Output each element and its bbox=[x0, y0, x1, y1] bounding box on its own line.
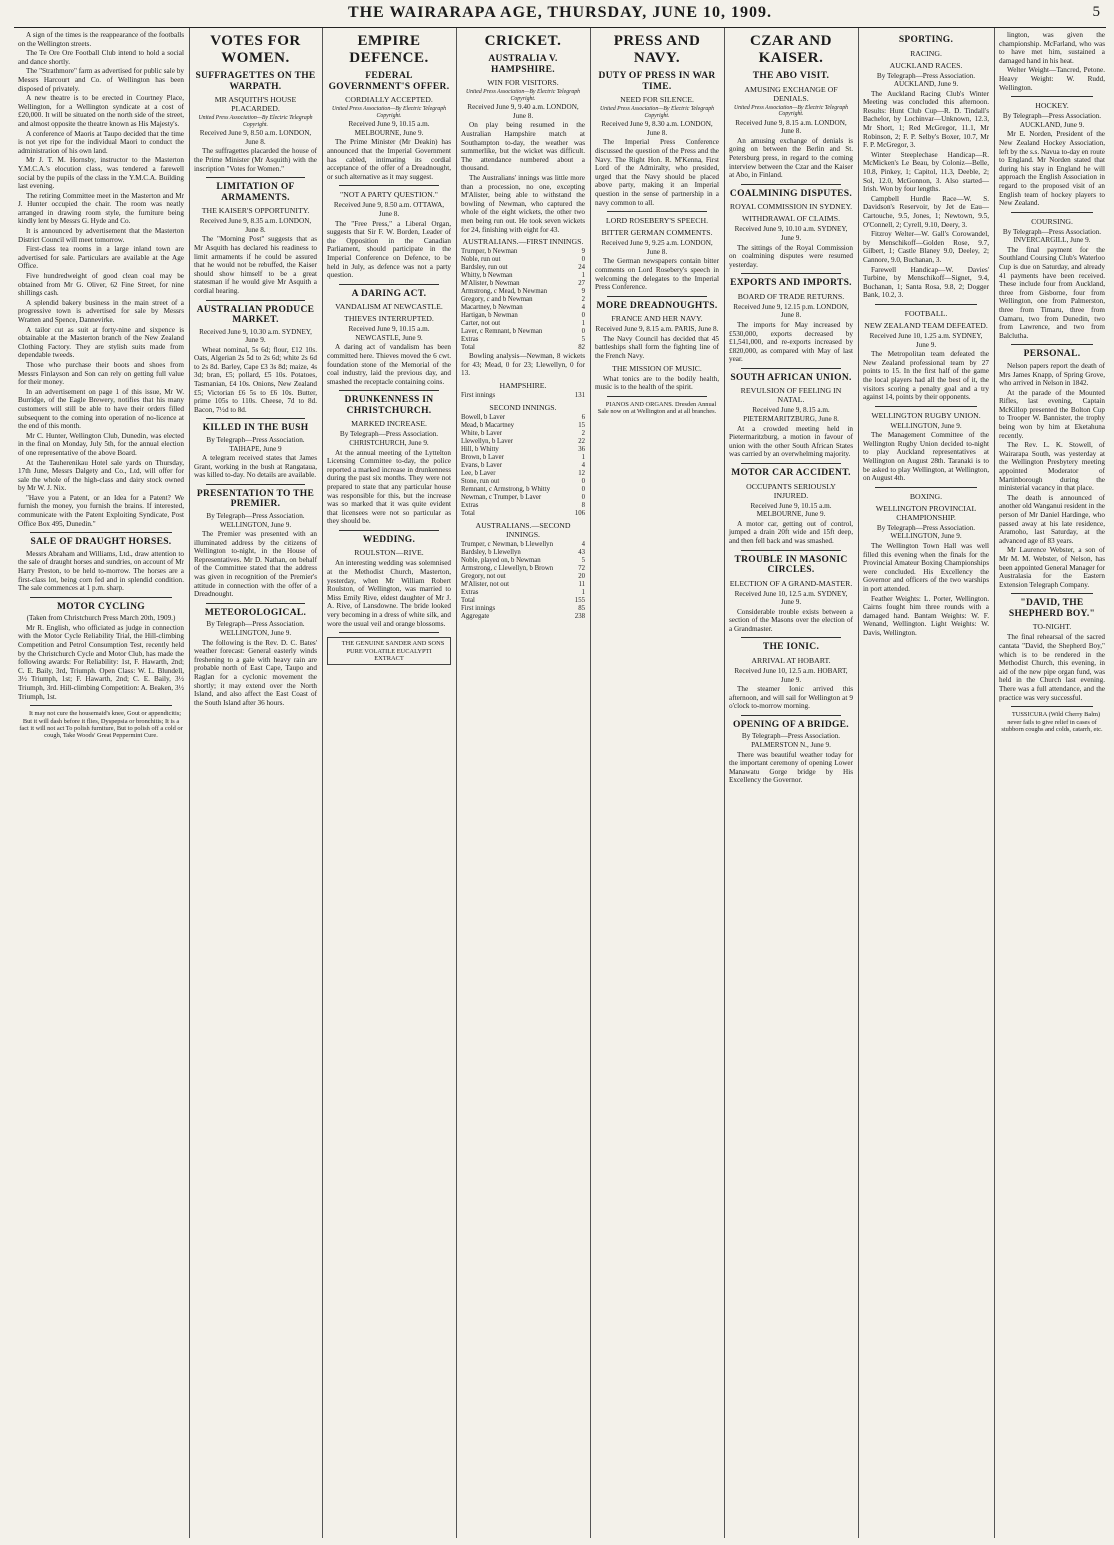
subheading-abo-visit: THE ABO VISIT. bbox=[752, 71, 830, 81]
draught-text: Messrs Abraham and Williams, Ltd., draw attention to the sale of draught horses and sundries, on account of Mr Harry Preston, to be held to-morrow. The horses are a first-class lot, being corn fed and in splendid condition. The sale commences at 1 p.m. sharp. bbox=[18, 549, 184, 593]
dateline: Received June 9, 10.15 a.m. NEWCASTLE, June 9. bbox=[348, 325, 430, 342]
divider bbox=[206, 418, 305, 419]
page-number: 5 bbox=[1092, 4, 1100, 20]
score-row: White, b Laver 2 bbox=[461, 429, 585, 437]
subheading-suffragettes: SUFFRAGETTES ON THE WARPATH. bbox=[195, 71, 316, 92]
article-text: The Auckland Racing Club's Winter Meeting was concluded this afternoon. Results: Hunt Club Cup—R. D. Tindall's Bachelor, by Lochinvar—Unknown, 12.3, Mr Short, 1; Red McGregor, 11.1, Mr Robinson, 2; F. P. Selby's Boxer, 10.7, Mr F. P. McGregor, 3. bbox=[863, 89, 989, 150]
dateline: Received June 9, 8.15 a.m. PIETERMARITZBURG, June 8. bbox=[743, 406, 839, 424]
peppermint-ad: It may not cure the housemaid's knee, Gout or appendicitis; But it will dash before it flies, Dyspepsia or bronchitis; It is a fact it will not act To polish furniture, But to polish off a cold or cough, Take Woods' Great Peppermint Cure. bbox=[19, 710, 183, 740]
dateline: By Telegraph—Press Association. WELLINGTON, June 9. bbox=[876, 523, 976, 541]
score-row: Carter, not out 1 bbox=[461, 320, 585, 328]
dateline: Received June 9, 8.15 a.m. LONDON, June 8. bbox=[735, 118, 847, 136]
news-item: A conference of Maoris at Taupo decided that the time is not yet ripe for the individual Maori to conduct the administration of his own land. bbox=[18, 129, 184, 155]
wire-credit: United Press Association—By Electric Telegraph Copyright. bbox=[331, 106, 447, 119]
article-text: Mr E. Norden, President of the New Zealand Hockey Association, left by the s.s. Navua to-day en route to England. Mr Norden stated that during his stay in England he will approach the English Association in regard to the proposed visit of an English team of hockey players to New Zealand. bbox=[999, 130, 1105, 208]
divider bbox=[875, 406, 977, 407]
article-text: The final rehearsal of the sacred cantata "David, the Shepherd Boy," which is to be rendered in the Methodist Church, this evening, in aid of the new pipe organ fund, was held in the Church last evening. There was a full attendance, and the practice was very successful. bbox=[999, 633, 1105, 702]
subheading-daring-act: A DARING ACT. bbox=[351, 288, 427, 299]
divider bbox=[30, 597, 172, 598]
scorecard-hampshire bbox=[461, 414, 585, 518]
subheading-meteorological: METEOROLOGICAL. bbox=[204, 607, 307, 618]
subheading-win-visitors: WIN FOR VISITORS. bbox=[487, 78, 559, 87]
article-text: The Navy Council has decided that 45 battleships shall form the fighting line of the French Navy. bbox=[595, 334, 719, 360]
score-row: Gregory, not out 20 bbox=[461, 572, 585, 580]
article-text: Bowling analysis—Newman, 8 wickets for 43; Mead, 0 for 23; Llewellyn, 0 for 13. bbox=[461, 352, 585, 378]
column-sporting bbox=[859, 28, 995, 1538]
motor-text: Mr R. English, who officiated as judge in connection with the Motor Cycle Reliability Trial, the Hill-climbing Competition and Petrol Consumption Test, recently held by the Christchurch Cycle and Motor Club, has made the following awards: For Reliability: 1st, F. Hawarth, 2nd; C. E. Baily, 3rd, Triumph. Open Class: W. L. Blundell, 3½ Triumph, 1st; F. Hawarth, 2nd; C. E. Baily, 3½ Triumph, 3rd. Hill-climbing Competition: A. Beaken, 3½ Triumph, 1st. bbox=[18, 623, 184, 701]
score-row: Trumper, c Newman, b Llewellyn 4 bbox=[461, 540, 585, 548]
column-cricket bbox=[457, 28, 591, 1538]
article-text: lington, was given the championship. McFarland, who was to have met him, sustained a damaged hand in his heat. bbox=[999, 31, 1105, 65]
article-text: The imports for May increased by £530,000, exports decreased by £1,541,000, and re-exports increased by £820,000, as compared with May of last year. bbox=[729, 321, 853, 364]
article-text: At the parade of the Mounted Rifles, last evening, Captain McKillop presented the Bolton Cup to Trooper W. Bannister, the trophy being won by him at Eketahuna recently. bbox=[999, 388, 1105, 440]
dateline: Received June 9, 8.15 a.m. PARIS, June 8. bbox=[595, 325, 719, 334]
news-item: At the Tauherenikau Hotel sale yards on Thursday, 17th June, Messrs Dalgety and Co., Ltd, will offer for sale the whole of the high-class and dairy stock owned by Mr W. J. Nix. bbox=[18, 458, 184, 493]
subheading-racing: RACING. bbox=[910, 48, 942, 58]
heading-cricket: CRICKET. bbox=[484, 33, 562, 49]
news-item: In an advertisement on page 1 of this issue, Mr W. Burridge, of the Eagle Brewery, notifies that his many customers will still be able to have their orders filled subsequent to the coming into operation of no-licence at the end of this month. bbox=[18, 387, 184, 431]
subheading-natal: REVULSION OF FEELING IN NATAL. bbox=[740, 386, 842, 405]
heading-votes-for-women: VOTES FOR WOMEN. bbox=[210, 33, 301, 66]
article-text: Mr Laurence Webster, a son of Mr M. M. Webster, of Nelson, has been appointed General Manager for Australasia for the Eastern Extension Telegraph Company. bbox=[999, 546, 1105, 589]
divider bbox=[339, 390, 439, 391]
subheading-armaments: LIMITATION OF ARMAMENTS. bbox=[216, 182, 295, 203]
subheading-presentation: PRESENTATION TO THE PREMIER. bbox=[196, 488, 315, 510]
dateline: Received June 9, 8.50 a.m. OTTAWA, June 8. bbox=[333, 201, 445, 218]
score-row: Newman, c Trumper, b Laver 0 bbox=[461, 493, 585, 501]
article-text: The Rev. L. K. Stowell, of Wairarapa South, was yesterday at the Wellington Presbytery meeting appointed Moderator of Martinborough during the ministerial vacancy in that place. bbox=[999, 441, 1105, 493]
article-text: The Management Committee of the Wellington Rugby Union decided to-night to play Auckland representatives at Wellington on August 28th. Taranaki is to be asked to play Wellington, at Wellington, on August 4th. bbox=[863, 431, 989, 483]
divider bbox=[339, 185, 439, 186]
dateline: By Telegraph—Press Association. TAIHAPE, June 9 bbox=[206, 435, 305, 453]
score-row: Bardsley, b Llewellyn 43 bbox=[461, 548, 585, 556]
dateline: Received June 10, 1.25 a.m. SYDNEY, June 9. bbox=[869, 331, 983, 349]
subheading-kaiser: THE KAISER'S OPPORTUNITY. bbox=[201, 206, 310, 216]
article-text: A daring act of vandalism has been committed here. Thieves moved the 6 cwt. foundation stone of the Memorial of the coal industry, laid the previous day, and smashed the receptacle containing coins. bbox=[327, 343, 451, 386]
article-text: The sittings of the Royal Commission on coalmining disputes were resumed yesterday. bbox=[729, 243, 853, 269]
article-text: Farewell Handicap—W. Davies' Turbine, by Menschikoff—Signet, 9.4, Buchanan, 1; Santa Rosa, 9.8, 2; Dogger Bank, 10.2, 3. bbox=[863, 265, 989, 300]
divider bbox=[741, 273, 841, 274]
divider bbox=[206, 177, 305, 178]
article-text: Wheat nominal, 5s 6d; flour, £12 10s. Oats, Algerian 2s 5d to 2s 6d; white 2s 6d to 2s 8d. Barley, Cape £3 3s 8d; maize, 4s 3d; bran, £5; pollard, £5 10s. Potatoes, Tasmanian, £4 10s. Onions, New Zealand £5; Victorian £6 5s to £6 10s. Butter, prime 105s to 110s. Cheese, 7d to 8d. Bacon, 7½d to 8d. bbox=[194, 345, 317, 414]
score-total: Total 106 bbox=[461, 509, 585, 517]
eucalypti-ad: THE GENUINE SANDER AND SONS PURE VOLATILE EUCALYPTI EXTRACT bbox=[327, 637, 451, 665]
score-row: M'Alister, not out 11 bbox=[461, 580, 585, 588]
article-text: The German newspapers contain bitter comments on Lord Rosebery's speech in welcoming the delegates to the Imperial Press Conference. bbox=[595, 257, 719, 292]
news-item: A new theatre is to be erected in Courtney Place, Wellington, for a Wellington syndicate at a cost of £20,000. It will be situated on the north side of the street, and almost opposite the theatre known as His Majesty's. bbox=[18, 94, 184, 128]
score-row: Gregory, c and b Newman 2 bbox=[461, 296, 585, 304]
subheading-bridge: OPENING OF A BRIDGE. bbox=[733, 719, 849, 730]
subheading-denials: AMUSING EXCHANGE OF DENIALS. bbox=[744, 84, 838, 103]
divider bbox=[607, 396, 707, 397]
article-text: An interesting wedding was solemnised at the Methodist Church, Masterton, yesterday, when Mr William Robert Roulston, of Wellington, was married to Miss Emily Rive, eldest daughter of Mr J. A. Rive, of Lansdowne. The bride looked very becoming in a dress of white silk, and wore the usual veil and orange blossoms. bbox=[327, 559, 451, 628]
article-text: The "Free Press," a Liberal Organ, suggests that Sir F. W. Borden, Leader of the Opposition in the Canadian Parliament, should participate in the Imperial Conference on Defence, to be held in July, as defence was not a party question. bbox=[327, 219, 451, 280]
masthead-title: THE WAIRARAPA AGE, THURSDAY, JUNE 10, 1909. bbox=[347, 4, 773, 21]
news-item: A splendid bakery business in the main street of a progressive town is advertised for sale by Messrs Wratten and Spence, Dannevirke. bbox=[18, 298, 184, 324]
article-text: What tonics are to the bodily health, music is to the health of the spirit. bbox=[595, 374, 719, 392]
article-text: On play being resumed in the Australian Hampshire match at Southampton to-day, the weather was summerlike, but the wicket was difficult. The attendance numbered about a thousand. bbox=[461, 121, 585, 173]
article-text: The final payment for the Southland Coursing Club's Waterloo Cup is due on Saturday, and already 41 payments have been received. These include four from Auckland, three from Gisborne, four from Wellington, one from Palmerston, three from Timaru, three from Oamaru, two from Dunedin, two from Lawrence, and two from Balclutha. bbox=[999, 245, 1105, 340]
score-row: Bardsley, run out 24 bbox=[461, 264, 585, 272]
dateline: By Telegraph—Press Association. AUCKLAND, June 9. bbox=[876, 71, 976, 89]
heading-czar-kaiser: CZAR AND KAISER. bbox=[750, 33, 832, 66]
divider bbox=[1011, 212, 1093, 213]
score-row: Bowell, b Laver 6 bbox=[461, 413, 585, 421]
score-row: Stone, run out 0 bbox=[461, 477, 585, 485]
article-text: The Australians' innings was little more than a procession, no one, excepting M'Alister, being able to withstand the bowling of Newman, who captured the whole of the eight wickets, the other two men being run out. He took seven wickets for 24, finishing with eight for 43. bbox=[461, 173, 585, 234]
dateline: Received June 9, 9.25 a.m. LONDON, June 8. bbox=[601, 239, 713, 256]
divider bbox=[875, 487, 977, 488]
subheading-asquith-house: MR ASQUITH'S HOUSE PLACARDED. bbox=[214, 95, 297, 113]
subheading-ionic: THE IONIC. bbox=[762, 642, 820, 653]
wire-credit: United Press Association—By Electric Telegraph Copyright. bbox=[198, 115, 313, 128]
subheading-german-comments: BITTER GERMAN COMMENTS. bbox=[601, 228, 713, 238]
dateline: Received June 9, 8.50 a.m. LONDON, June 8. bbox=[199, 129, 312, 146]
article-text: An amusing exchange of denials is going on between the Berlin and St. Petersburg press, in regard to the coming interview between the Czar and the Kaiser at Abo, in Finland. bbox=[729, 136, 853, 180]
score-total: Total 82 bbox=[461, 344, 585, 352]
scorecard-second-innings: SECOND INNINGS. bbox=[489, 402, 557, 412]
subheading-auckland-races: AUCKLAND RACES. bbox=[889, 60, 963, 70]
article-text: The Premier was presented with an illuminated address by the citizens of Wellington to-night, in the House of Representatives. Mr D. Nathan, on behalf of the Committee stated that the address was given in recognition of the Premier's attitude in connection with the offer of a Dreadnought. bbox=[194, 530, 317, 599]
subheading-nz-defeated: NEW ZEALAND TEAM DEFEATED. bbox=[864, 320, 988, 330]
news-item: Mr J. T. M. Hornsby, instructor to the Masterton Y.M.C.A.'s elocution class, was tendered a farewell social by the pupils of the class in the Y.M.C.A. Building last evening. bbox=[18, 156, 184, 191]
news-item: Five hundredweight of good clean coal may be obtained from Mr G. Oliver, 62 Fine Street, for nine shillings cash. bbox=[18, 272, 184, 298]
divider bbox=[339, 632, 439, 633]
scorecard-title: AUSTRALIANS.—FIRST INNINGS. bbox=[462, 237, 584, 247]
score-row: Hartigan, b Newman 0 bbox=[461, 312, 585, 320]
scorecard-australia-first bbox=[461, 248, 585, 352]
score-row: Noble, run out 0 bbox=[461, 256, 585, 264]
divider bbox=[741, 550, 841, 551]
divider bbox=[741, 637, 841, 638]
subheading-accepted: CORDIALLY ACCEPTED. bbox=[345, 95, 433, 104]
score-row: Hill, b Whitty 36 bbox=[461, 445, 585, 453]
subheading-football: FOOTBALL. bbox=[904, 308, 948, 318]
subheading-party-question: "NOT A PARTY QUESTION." bbox=[340, 190, 438, 200]
divider bbox=[1011, 344, 1093, 345]
subheading-motor-accident: MOTOR CAR ACCIDENT. bbox=[731, 468, 851, 479]
article-text: The steamer Ionic arrived this afternoon, and will sail for Wellington at 9 o'clock to-morrow morning. bbox=[729, 685, 853, 711]
heading-empire-defence: EMPIRE DEFENCE. bbox=[349, 33, 429, 66]
subheading-roulston-rive: ROULSTON—RIVE. bbox=[354, 548, 424, 558]
article-text: The suffragettes placarded the house of the Prime Minister (Mr Asquith) with the inscription "Votes for Women." bbox=[194, 147, 317, 173]
dateline: WELLINGTON, June 9. bbox=[890, 421, 962, 430]
subheading-france-navy: FRANCE AND HER NAVY. bbox=[611, 314, 703, 324]
news-item: The "Strathmore" farm as advertised for public sale by Messrs Harcourt and Co. of Wellington has been disposed of privately. bbox=[18, 67, 184, 93]
divider bbox=[741, 463, 841, 464]
columns bbox=[14, 28, 1106, 1538]
dateline: Received June 9, 9.40 a.m. LONDON, June 8. bbox=[467, 103, 579, 120]
subheading-south-african-union: SOUTH AFRICAN UNION. bbox=[730, 372, 852, 383]
article-text: The "Morning Post" suggests that as Mr Asquith has declared his readiness to limit armaments if he could be assured that he would not be rebuffed, the Kaiser should show himself to be a great statesman if he would give Mr Asquith a cordial hearing. bbox=[194, 235, 317, 295]
heading-motor-cycling: MOTOR CYCLING bbox=[57, 601, 145, 612]
article-text: At the annual meeting of the Lyttelton Licensing Committee to-day, the police reported a marked increase in drunkenness during the past six months. They were not prepared to state that any particular house was responsible for this, but the increase was so marked that it was quite evident that licensees were not so particular as they should be. bbox=[327, 448, 451, 526]
article-text: Feather Weights: L. Porter, Wellington. Cairns fought him three rounds with a damaged hand. Bantam Weights: W. F. Wenand, Wellington. Light Weights: W. Davis, Wellington. bbox=[863, 594, 989, 637]
subheading-provincial-championship: WELLINGTON PROVINCIAL CHAMPIONSHIP. bbox=[875, 503, 977, 522]
score-row: Remnant, c Armstrong, b Whitty 0 bbox=[461, 485, 585, 493]
column-czar-kaiser bbox=[725, 28, 859, 1538]
score-row: Brown, b Laver 1 bbox=[461, 453, 585, 461]
article-text: Considerable trouble exists between a section of the Masons over the election of a Grandmaster. bbox=[729, 607, 853, 633]
subheading-exports-imports: EXPORTS AND IMPORTS. bbox=[730, 278, 852, 289]
subheading-masonic: TROUBLE IN MASONIC CIRCLES. bbox=[734, 554, 848, 575]
article-text: Winter Steeplechase Handicap—R. McMicken's Le Beau, by Coloniz—Belle, 10.8, Pinkey, 1; Capitol, 11.3, Deeble, 2; Sol, 12.0, McGonnon, 3. Also started—Irish. Won by four lengths. bbox=[863, 150, 989, 194]
news-item: The Te Ore Ore Football Club intend to hold a social and dance shortly. bbox=[18, 49, 184, 66]
score-row: Extras 8 bbox=[461, 501, 585, 509]
article-text: Nelson papers report the death of Mrs James Knapp, of Spring Grove, who arrived in Nelson in 1842. bbox=[999, 361, 1105, 388]
heading-press-navy: PRESS AND NAVY. bbox=[613, 33, 701, 66]
score-row: Laver, c Remnant, b Newman 0 bbox=[461, 328, 585, 336]
news-item: First-class tea rooms in a large inland town are advertised for sale. Particulars are available at the Age Office. bbox=[18, 245, 184, 271]
news-item: Mr C. Hunter, Wellington Club, Dunedin, was elected in the final on Monday, July 5th, for the annual election of one representative of the above Board. bbox=[18, 431, 184, 457]
scorecard-australia-second bbox=[461, 541, 585, 621]
divider bbox=[206, 300, 305, 301]
article-text: The Metropolitan team defeated the New Zealand professional team by 27 points to 15. In the first half of the game the local players had all the best of it, the visitors scoring a penalty goal and a try against 14, points by their opponents. bbox=[863, 350, 989, 402]
wire-credit: United Press Association—By Electric Telegraph Copyright. bbox=[733, 104, 849, 118]
article-text: There was beautiful weather today for the important ceremony of opening Lower Manawatu Gorge bridge by His Excellency the Governor. bbox=[729, 750, 853, 785]
heading-sporting: SPORTING. bbox=[898, 35, 954, 45]
score-row: Llewellyn, b Laver 22 bbox=[461, 437, 585, 445]
score-row: Noble, played on, b Newman 5 bbox=[461, 556, 585, 564]
article-text: A telegram received states that James Grant, working in the bush at Rangataua, was killed to-day. No details are available. bbox=[194, 454, 317, 480]
article-text: A motor car, getting out of control, jumped a drain 20ft wide and 15ft deep, and then fell back and was smashed. bbox=[729, 519, 853, 545]
divider bbox=[741, 368, 841, 369]
news-item: A tailor cut as suit at forty-nine and sixpence is obtainable at the Masterton branch of the New Zealand Clothing Factory. They are stylish suits made from dependable tweeds. bbox=[18, 325, 184, 360]
divider bbox=[339, 284, 439, 285]
masthead bbox=[14, 4, 1106, 28]
score-row: Mead, b Macartney 15 bbox=[461, 421, 585, 429]
divider bbox=[30, 532, 172, 533]
article-text: The Wellington Town Hall was well filled this evening when the finals for the Provincial Amateur Boxing Championships were concluded. His Excellency the Governor and officers of the two warships in port attended. bbox=[863, 542, 989, 593]
subheading-duty-of-press: DUTY OF PRESS IN WAR TIME. bbox=[598, 71, 716, 92]
score-row: M'Alister, b Newman 27 bbox=[461, 280, 585, 288]
subheading-drunkenness: DRUNKENNESS IN CHRISTCHURCH. bbox=[344, 395, 434, 416]
article-text: The Imperial Press Conference discussed the question of the Press and the Navy. The Right Hon. R. M'Kenna, First Lord of the Admiralty, who presided, urged that the Navy should be placed above party, making it an Imperial question in the sense of partnership in a navy common to all. bbox=[595, 138, 719, 207]
score-row: First innings 131 bbox=[461, 391, 585, 399]
score-row: Trumper, b Newman 9 bbox=[461, 248, 585, 256]
score-row: Lee, b Laver 12 bbox=[461, 469, 585, 477]
subheading-killed-bush: KILLED IN THE BUSH bbox=[202, 423, 309, 434]
news-item: "Have you a Patent, or an Idea for a Patent? We furnish the money, you furnish the brains. If interested, communicate with the Patent Exploiting Syndicate, Post Office Box 495, Dunedin." bbox=[18, 493, 184, 528]
column-votes-for-women bbox=[190, 28, 323, 1538]
tussicura-ad: TUSSICURA (Wild Cherry Balm) never fails to give relief in cases of stubborn coughs and colds, catarrh, etc. bbox=[1001, 711, 1103, 733]
score-total: Total 155 bbox=[461, 596, 585, 604]
subheading-withdrawal: WITHDRAWAL OF CLAIMS. bbox=[741, 214, 841, 224]
dateline: Received June 9, 10.15 a.m. MELBOURNE, June 9. bbox=[348, 120, 430, 137]
divider bbox=[1011, 706, 1093, 707]
dateline: By Telegraph—Press Association. WELLINGTON, June 9. bbox=[206, 511, 305, 529]
divider bbox=[206, 603, 305, 604]
subheading-vandalism: VANDALISM AT NEWCASTLE. bbox=[335, 302, 443, 312]
scorecard-hampshire-title: HAMPSHIRE. bbox=[499, 380, 547, 390]
subheading-royal-commission: ROYAL COMMISSION IN SYDNEY. bbox=[729, 202, 853, 212]
wire-credit: United Press Association—By Electric Telegraph Copyright. bbox=[465, 89, 581, 102]
subheading-coalmining: COALMINING DISPUTES. bbox=[729, 188, 853, 199]
dateline: By Telegraph—Press Association. CHRISTCHURCH, June 9. bbox=[339, 430, 439, 447]
dateline: By Telegraph—Press Association. AUCKLAND, June 9. bbox=[1002, 112, 1102, 129]
score-row: Whitty, b Newman 1 bbox=[461, 272, 585, 280]
divider bbox=[741, 184, 841, 185]
divider bbox=[1011, 96, 1093, 97]
dateline: Received June 9, 10.30 a.m. SYDNEY, June 9. bbox=[199, 327, 312, 345]
heading-draught-horses: SALE OF DRAUGHT HORSES. bbox=[30, 537, 172, 548]
subheading-occupants: OCCUPANTS SERIOUSLY INJURED. bbox=[746, 481, 836, 500]
column-local-news bbox=[14, 28, 190, 1538]
news-item: Those who purchase their boots and shoes from Messrs Finlayson and Son can rely on getting full value for their money. bbox=[18, 360, 184, 387]
divider bbox=[607, 211, 707, 212]
subheading-board-trade: BOARD OF TRADE RETURNS. bbox=[737, 291, 845, 301]
score-aggregate: Aggregate 238 bbox=[461, 612, 585, 620]
score-row: Armstrong, c Mead, b Newman 9 bbox=[461, 288, 585, 296]
subheading-need-silence: NEED FOR SILENCE. bbox=[620, 95, 694, 104]
column-press-navy bbox=[591, 28, 725, 1538]
dateline: By Telegraph—Press Association. INVERCARGILL, June 9. bbox=[1002, 227, 1102, 245]
article-text: The death is announced of another old Wanganui resident in the person of Mr Daniel Hardinge, who passed away at his late residence, Aramoho, last Saturday, at the advanced age of 83 years. bbox=[999, 493, 1105, 545]
column-empire-defence bbox=[323, 28, 457, 1538]
dateline: Received June 10, 12.5 a.m. SYDNEY, June 9. bbox=[734, 589, 848, 607]
subheading-music: THE MISSION OF MUSIC. bbox=[612, 363, 702, 373]
news-item: The retiring Committee meet in the Masterton and Mr J. Hunter occupied the chair. The room was neatly arranged in drawing room style, the furniture being kindly lent by Messrs G. Hyde and Co. bbox=[18, 191, 184, 226]
article-text: At a crowded meeting held in Pietermaritzburg, a motion in favour of union with the other South African States was carried by an overwhelming majority. bbox=[729, 424, 853, 459]
article-text: Fitzroy Welter—W. Gall's Corowandel, by Menschikoff—Golden Rose, 9.7, Gilbert, 1; Castle Blaney 9.0, Deeley, 2; Cannore, 9.0, Buchanan, 3. bbox=[863, 230, 989, 264]
column-personal bbox=[995, 28, 1106, 1538]
divider bbox=[607, 296, 707, 297]
score-row: Extras 1 bbox=[461, 588, 585, 596]
news-item: A sign of the times is the reappearance of the footballs on the Wellington streets. bbox=[18, 31, 184, 48]
dateline: Received June 10, 12.5 a.m. HOBART, June 9. bbox=[734, 666, 848, 684]
subheading-produce-market: AUSTRALIAN PRODUCE MARKET. bbox=[196, 304, 315, 325]
wire-credit: United Press Association—By Electric Telegraph Copyright. bbox=[599, 106, 715, 119]
score-row: Armstrong, c Llewellyn, b Brown 72 bbox=[461, 564, 585, 572]
news-item: It is announced by advertisement that the Masterton District Council will meet tomorrow. bbox=[18, 227, 184, 244]
score-row: First innings 85 bbox=[461, 604, 585, 612]
subheading-wedding: WEDDING. bbox=[362, 534, 416, 545]
divider bbox=[206, 484, 305, 485]
subheading-coursing: COURSING. bbox=[1031, 216, 1073, 226]
subheading-thieves: THIEVES INTERRUPTED. bbox=[344, 314, 434, 324]
subheading-dreadnoughts: MORE DREADNOUGHTS. bbox=[596, 300, 718, 311]
subheading-boxing: BOXING. bbox=[909, 491, 943, 501]
dateline: By Telegraph—Press Association. WELLINGTON, June 9. bbox=[206, 620, 305, 637]
dateline: Received June 9, 10.15 a.m. MELBOURNE, June 9. bbox=[750, 501, 832, 519]
subheading-australia-hampshire: AUSTRALIA V. HAMPSHIRE. bbox=[488, 54, 558, 75]
article-text: Welter Weight—Tancred, Petone. Heavy Weight: W. Rudd, Wellington. bbox=[999, 66, 1105, 92]
subheading-federal-offer: FEDERAL GOVERNMENT'S OFFER. bbox=[328, 71, 450, 92]
subheading-grandmaster: ELECTION OF A GRAND-MASTER. bbox=[729, 578, 853, 588]
subheading-personal: PERSONAL. bbox=[1023, 349, 1081, 360]
dateline: Received June 9, 8.35 a.m. LONDON, June 8. bbox=[199, 217, 312, 234]
dateline: Received June 9, 8.30 a.m. LONDON, June 8. bbox=[601, 120, 713, 137]
score-row: Extras 5 bbox=[461, 336, 585, 344]
score-row: Macartney, b Newman 4 bbox=[461, 304, 585, 312]
subheading-hobart: ARRIVAL AT HOBART. bbox=[751, 655, 831, 665]
dateline: Received June 9, 12.15 p.m. LONDON, June 8. bbox=[733, 302, 849, 320]
subheading-marked-increase: MARKED INCREASE. bbox=[351, 419, 427, 429]
article-text: The following is the Rev. D. C. Bates' weather forecast: General easterly winds freshening to a gale with heavy rain are probable north of East Cape, Taupo and Raglan for a cyclonic movement the shortly; it may extend over the North Island, and also affect the East Coast of the South Island after 36 hours. bbox=[194, 638, 317, 707]
article-text: Campbell Hurdle Race—W. S. Davidson's Reservoir, by Jet de Eau—Cartouche, 9.5, Jones, 1; Newtown, 9.5, O'Connell, 2; Cyrell, 9.10, Deery, 3. bbox=[863, 194, 989, 229]
subheading-hockey: HOCKEY. bbox=[1035, 101, 1069, 111]
divider bbox=[339, 530, 439, 531]
dateline: Received June 9, 10.10 a.m. SYDNEY, June 9. bbox=[734, 225, 848, 242]
scorecard-australia-second-title: AUSTRALIANS.—SECOND INNINGS. bbox=[475, 520, 571, 539]
subheading-rugby-union: WELLINGTON RUGBY UNION. bbox=[871, 410, 981, 420]
divider bbox=[30, 705, 172, 706]
subheading-david-shepherd: "DAVID, THE SHEPHERD BOY." bbox=[1008, 598, 1096, 619]
dateline: By Telegraph—Press Association. PALMERSTON N., June 9. bbox=[741, 732, 841, 750]
score-row: Evans, b Laver 4 bbox=[461, 461, 585, 469]
divider bbox=[741, 715, 841, 716]
motor-source: (Taken from Christchurch Press March 20th, 1909.) bbox=[26, 614, 176, 623]
divider bbox=[1011, 593, 1093, 594]
pianos-ad: PIANOS AND ORGANS. Dresden Annual Sale now on at Wellington and at all branches. bbox=[597, 400, 717, 416]
divider bbox=[875, 304, 977, 305]
subheading-tonight: TO-NIGHT. bbox=[1032, 622, 1072, 632]
article-text: The Prime Minister (Mr Deakin) has announced that the Imperial Government has cabled, intimating its cordial acceptance of the offer of a Dreadnought, or such alternative as it may suggest. bbox=[327, 138, 451, 181]
subheading-rosebery: LORD ROSEBERY'S SPEECH. bbox=[605, 216, 709, 226]
